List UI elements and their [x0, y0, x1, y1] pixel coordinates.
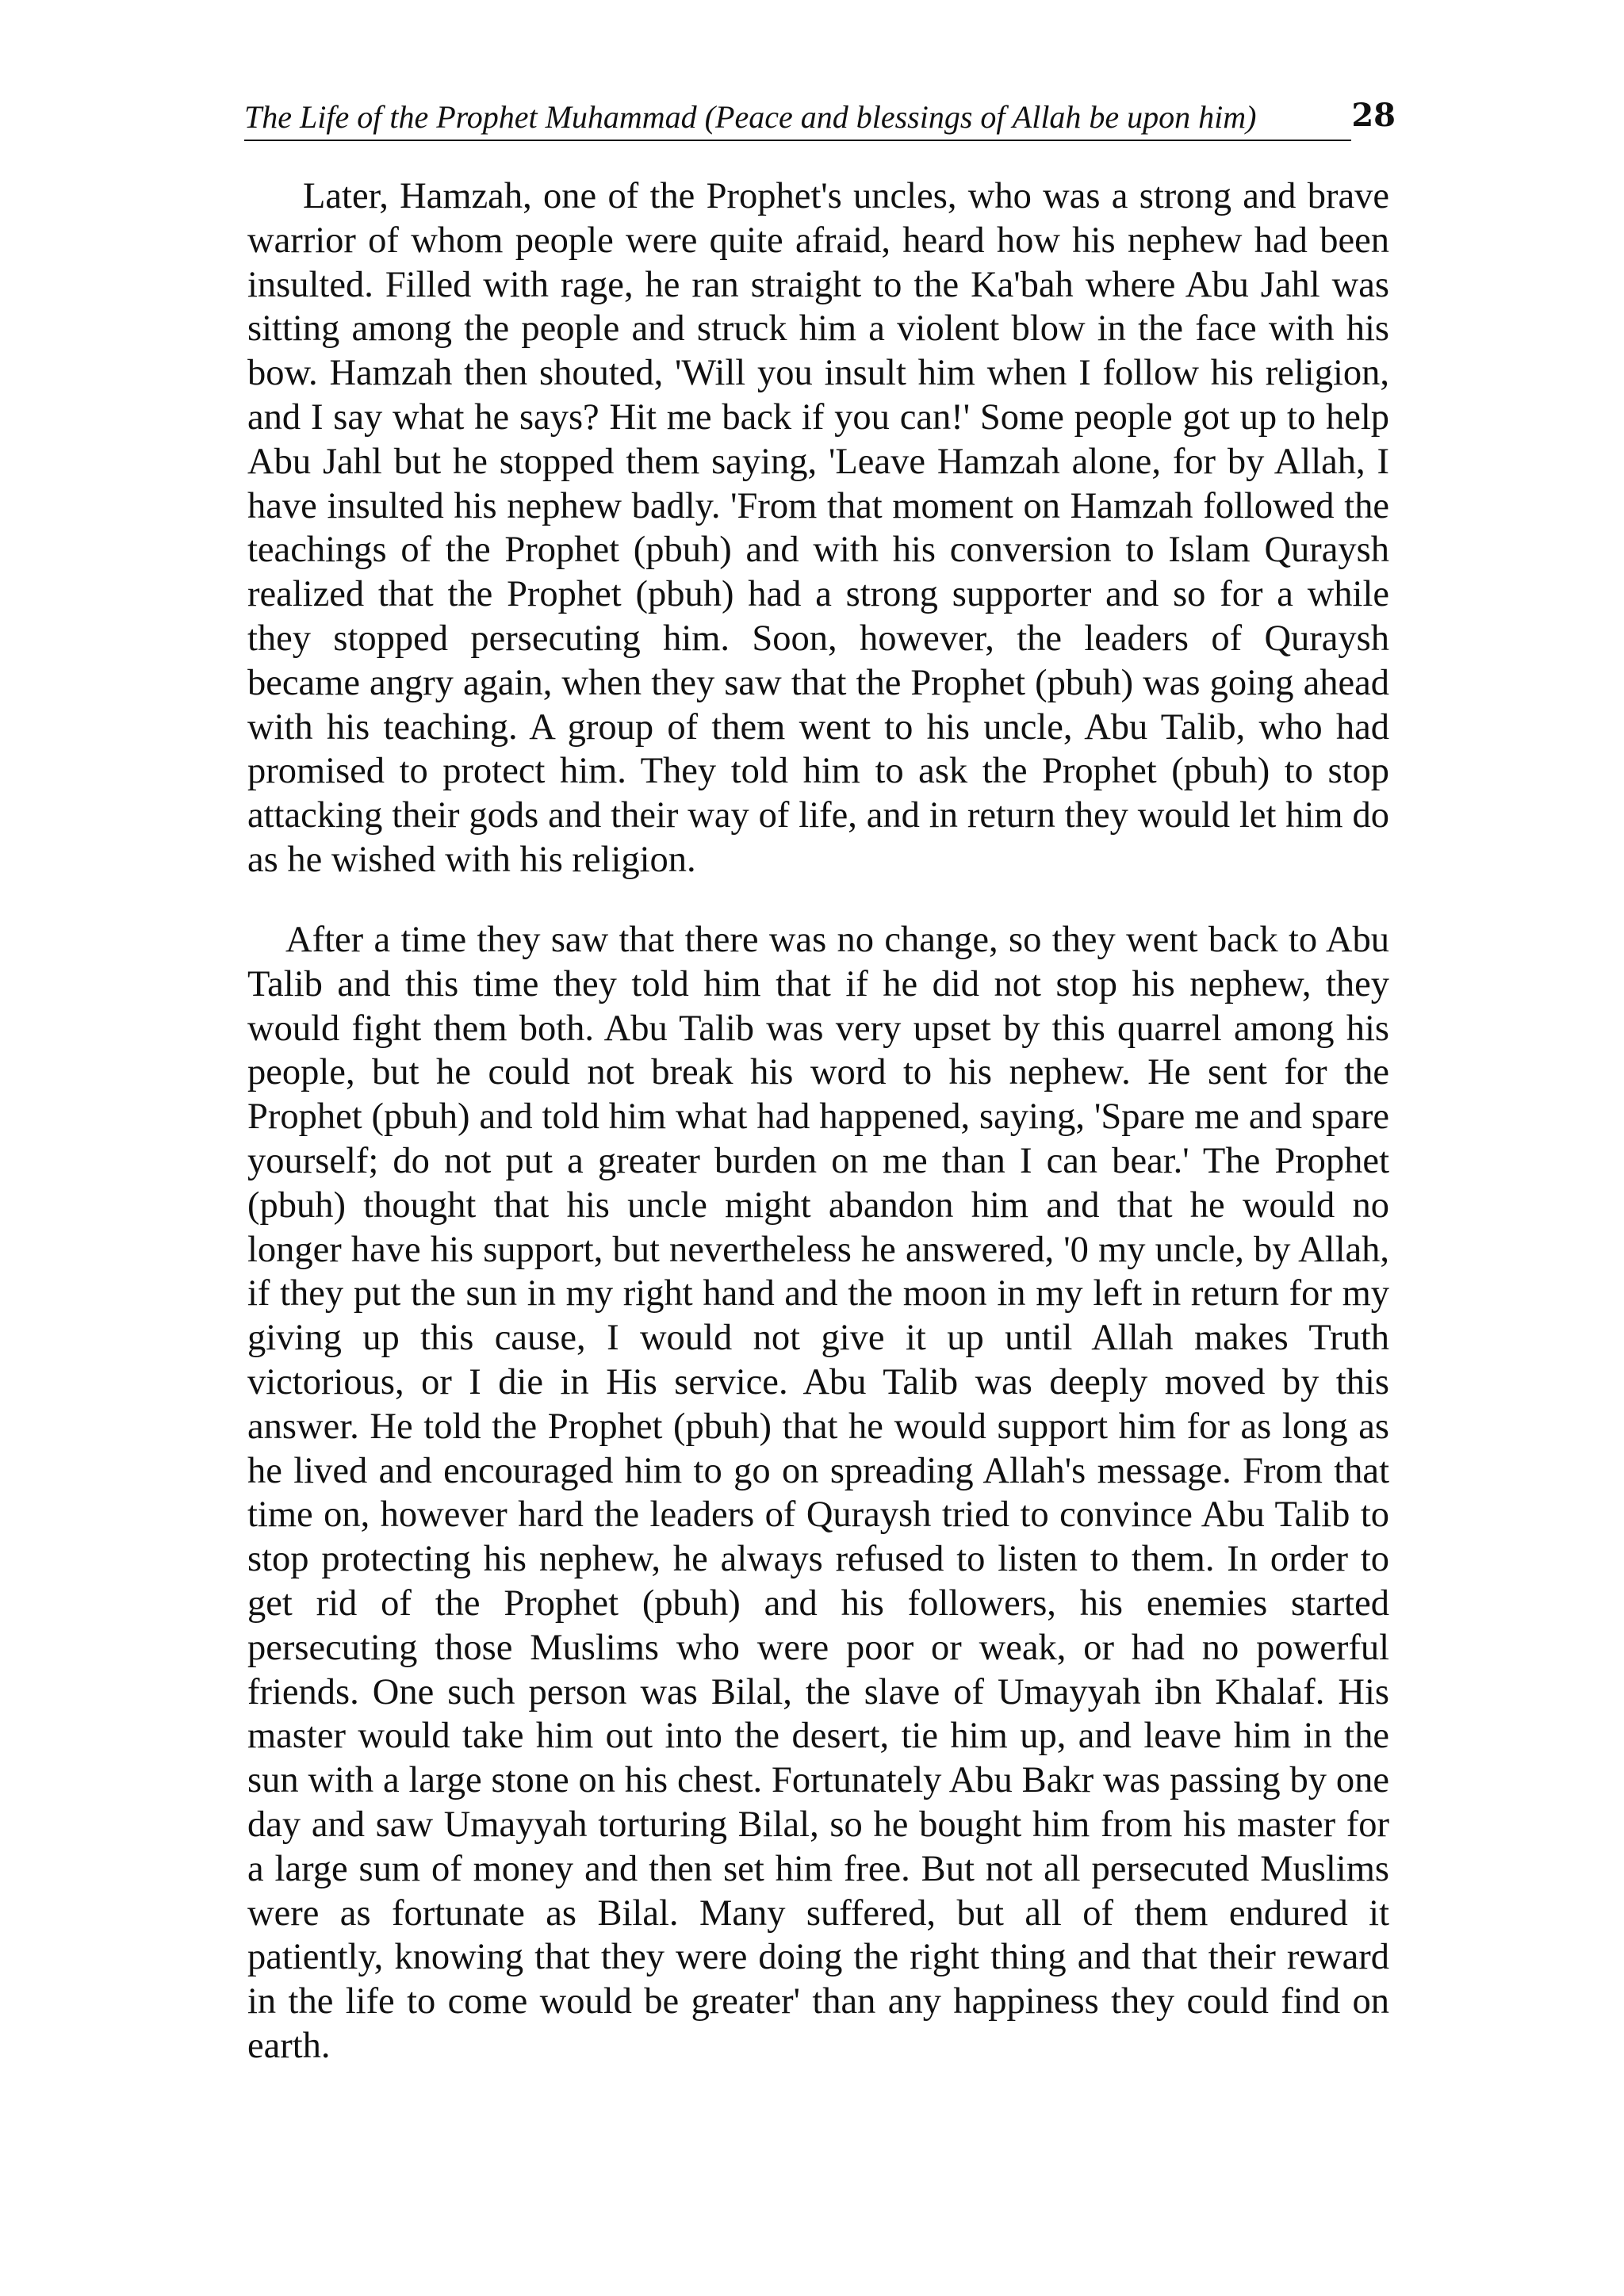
- header-title: The Life of the Prophet Muhammad (Peace and blessings of Allah be upon him): [244, 99, 1257, 135]
- running-header: [244, 89, 1351, 143]
- page-number: 28: [1351, 97, 1396, 134]
- header-rule: [244, 140, 1351, 141]
- body-paragraph: Later, Hamzah, one of the Prophet's uncles, who was a strong and brave warrior of whom people were quite afraid, heard how his nephew had been insulted. Filled with rage, he ran straight to the Ka'bah where Abu Jahl was sitting among the people and struck him a violent blow in the face with his bow. Hamzah then shouted, 'Will you insult him when I follow his religion, and I say what he says? Hit me back if you can!' Some people got up to help Abu Jahl but he stopped them saying, 'Leave Hamzah alone, for by Allah, I have insulted his nephew badly. 'From that moment on Hamzah followed the teachings of the Prophet (pbuh) and with his conversion to Islam Quraysh realized that the Prophet (pbuh) had a strong supporter and so for a while they stopped persecuting him. Soon, however, the leaders of Quraysh became angry again, when they saw that the Prophet (pbuh) was going ahead with his teaching. A group of them went to his uncle, Abu Talib, who had promised to protect him. They told him to ask the Prophet (pbuh) to stop attacking their gods and their way of life, and in return they would let him do as he wished with his religion.: [247, 176, 1389, 880]
- body-paragraph: After a time they saw that there was no change, so they went back to Abu Talib and this time they told him that if he did not stop his nephew, they would fight them both. Abu Talib was very upset by this quarrel among his people, but he could not break his word to his nephew. He sent for the Prophet (pbuh) and told him what had happened, saying, 'Spare me and spare yourself; do not put a greater burden on me than I can bear.' The Prophet (pbuh) thought that his uncle might abandon him and that he would no longer have his support, but nevertheless he answered, '0 my uncle, by Allah, if they put the sun in my right hand and the moon in my left in return for my giving up this cause, I would not give it up until Allah makes Truth victorious, or I die in His service. Abu Talib was deeply moved by this answer. He told the Prophet (pbuh) that he would support him for as long as he lived and encouraged him to go on spreading Allah's message. From that time on, however hard the leaders of Quraysh tried to convince Abu Talib to stop protecting his nephew, he always refused to listen to them. In order to get rid of the Prophet (pbuh) and his followers, his enemies started persecuting those Muslims who were poor or weak, or had no powerful friends. One such person was Bilal, the slave of Umayyah ibn Khalaf. His master would take him out into the desert, tie him up, and leave him in the sun with a large stone on his chest. Fortunately Abu Bakr was passing by one day and saw Umayyah torturing Bilal, so he bought him from his master for a large sum of money and then set him free. But not all persecuted Muslims were as fortunate as Bilal. Many suffered, but all of them endured it patiently, knowing that they were doing the right thing and that their reward in the life to come would be greater' than any happiness they could find on earth.: [247, 920, 1389, 2066]
